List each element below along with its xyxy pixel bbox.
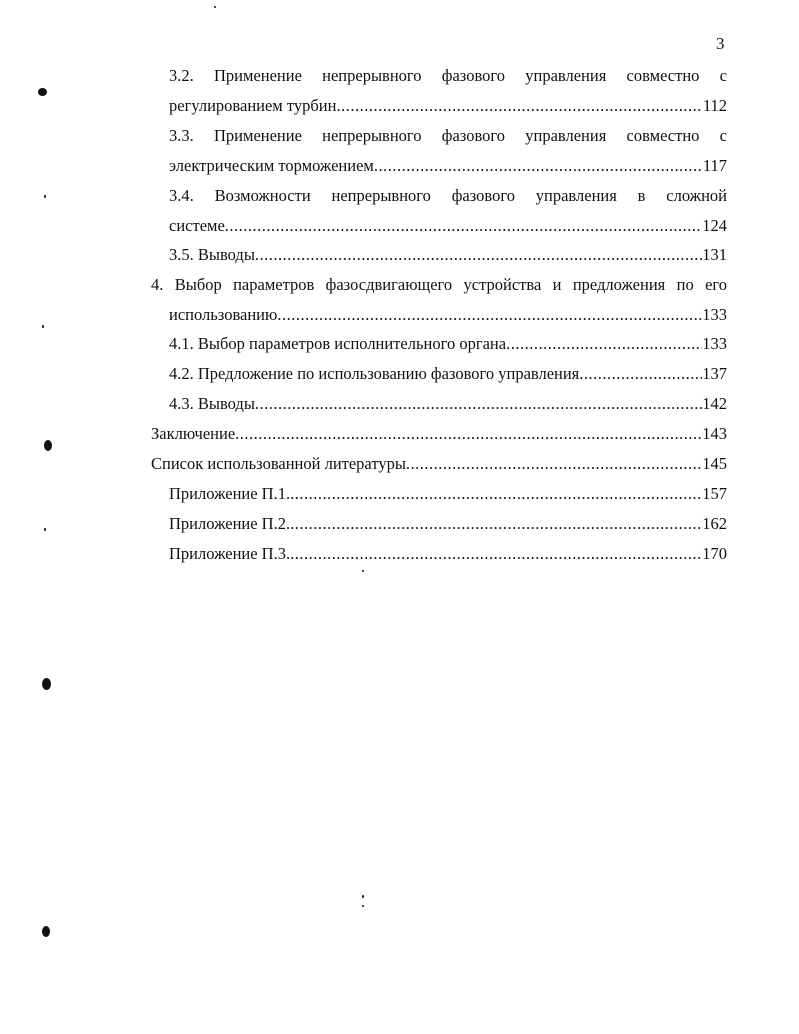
toc-page-number: 112 [702, 96, 727, 115]
toc-entry-last-line [169, 91, 727, 121]
toc-entry-last-line [169, 211, 727, 241]
toc-entry-last-line [169, 479, 727, 509]
toc-entry-title-line: 4.2. Предложение по использованию фазового управления [169, 364, 580, 383]
toc-entry-last-line [169, 151, 727, 181]
dot-leader [374, 151, 703, 181]
toc-entry-last-line [169, 240, 727, 270]
dot-leader [255, 240, 702, 270]
toc-entry-last-line [151, 419, 727, 449]
dot-leader [579, 359, 702, 389]
toc-page-number: 143 [702, 424, 727, 443]
toc-entry-appendix-1[interactable] [169, 479, 727, 509]
toc-page-number: 117 [702, 156, 727, 175]
scan-speck [214, 6, 216, 8]
toc-entry-last-line [151, 449, 727, 479]
toc-entry-3-5[interactable] [169, 240, 727, 270]
dot-leader [290, 509, 702, 539]
toc-entry-title-line: Список использованной литературы [151, 454, 406, 473]
toc-page-number: 162 [702, 514, 727, 533]
dot-leader [290, 539, 702, 569]
toc-entry-3-3[interactable] [169, 121, 727, 181]
toc-entry-last-line [169, 389, 727, 419]
toc-entry-title-line: 3.2. Применение непрерывного фазового управления совместно с [169, 66, 727, 85]
scan-speck [42, 926, 50, 937]
toc-page-number: 133 [702, 305, 727, 324]
scan-speck [44, 440, 52, 451]
toc-entry-title-line: использованию [169, 305, 278, 324]
scan-speck [42, 678, 51, 690]
toc-entry-references[interactable] [151, 449, 727, 479]
dot-leader [235, 419, 702, 449]
toc-entry-title-line: 4.1. Выбор параметров исполнительного органа [169, 334, 507, 353]
dot-leader [506, 329, 702, 359]
scan-speck [42, 325, 44, 328]
toc-entry-title-line: 3.5. Выводы [169, 245, 255, 264]
toc-page-number: 137 [702, 364, 727, 383]
toc-page-number: 142 [702, 394, 727, 413]
toc-entry-title-line: 3.3. Применение непрерывного фазового управления совместно с [169, 126, 727, 145]
toc-entry-4-1[interactable] [169, 329, 727, 359]
toc-entry-last-line [169, 329, 727, 359]
toc-entry-title-line: Приложение П.2. [169, 514, 291, 533]
toc-page-number: 131 [702, 245, 727, 264]
toc-page-number: 157 [702, 484, 727, 503]
scan-speck [38, 88, 47, 96]
toc-entry-title-line: регулированием турбин [169, 96, 337, 115]
scan-speck [362, 570, 364, 572]
toc-entry-title-line: 4.3. Выводы [169, 394, 255, 413]
toc-entry-last-line [169, 300, 727, 330]
dot-leader [336, 91, 702, 121]
toc-entry-conclusion[interactable] [151, 419, 727, 449]
toc-page-number: 145 [702, 454, 727, 473]
toc-entry-4-3[interactable] [169, 389, 727, 419]
dot-leader [277, 300, 702, 330]
toc-entry-title-line: Приложение П.1. [169, 484, 291, 503]
dot-leader [255, 389, 702, 419]
toc-entry-appendix-2[interactable] [169, 509, 727, 539]
scan-speck [362, 895, 364, 898]
scan-speck [44, 195, 46, 198]
toc-entry-title-line: электрическим торможением [169, 156, 374, 175]
dot-leader [225, 211, 702, 241]
toc-entry-last-line [169, 509, 727, 539]
toc-entry-4[interactable] [151, 270, 727, 330]
toc-entry-title-line: Заключение [151, 424, 236, 443]
toc-page-number: 170 [702, 544, 727, 563]
toc-entry-3-2[interactable] [169, 61, 727, 121]
toc-entry-last-line [169, 539, 727, 569]
toc-entry-appendix-3[interactable] [169, 539, 727, 569]
scan-speck [362, 905, 364, 907]
toc-entry-title-line: 3.4. Возможности непрерывного фазового управления в сложной [169, 186, 727, 205]
dot-leader [290, 479, 702, 509]
toc-entry-title-line: Приложение П.3. [169, 544, 291, 563]
toc-entry-3-4[interactable] [169, 181, 727, 241]
toc-entry-last-line [169, 359, 727, 389]
toc-page-number: 133 [702, 334, 727, 353]
toc-entry-4-2[interactable] [169, 359, 727, 389]
toc-entry-title-line: 4. Выбор параметров фазосдвигающего устройства и предложения по его [151, 275, 727, 294]
scan-speck [44, 528, 46, 531]
dot-leader [406, 449, 702, 479]
toc-page-number: 124 [702, 216, 727, 235]
page-number: 3 [716, 34, 725, 53]
toc-entry-title-line: системе [169, 216, 225, 235]
